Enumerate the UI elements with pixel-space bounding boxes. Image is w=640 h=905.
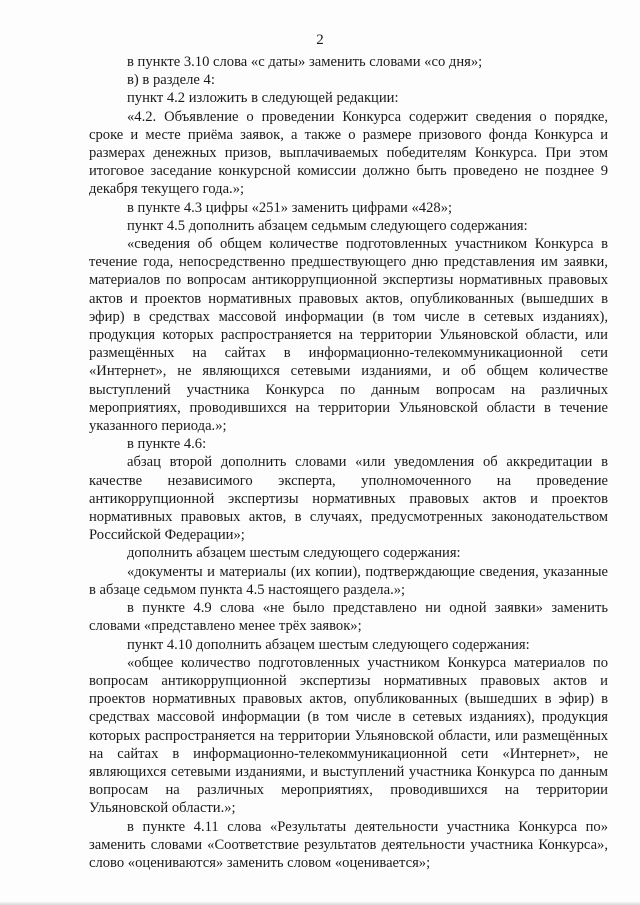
paragraph: дополнить абзацем шестым следующего содержания: [127,545,461,562]
paragraph: «сведения об общем количестве подготовленных участником Конкурса в течение года, непосредственно предшествующего дню представления им заявки, материалов по вопросам антикоррупционной экспертизы нормативных правовых актов и проектов нормативных правовых актов, опубликованных (вышедших в эфир) в средствах массовой информации (в том числе в сетевых изданиях), продукция которых распространяется на территории Ульяновской области, или размещённых на сайтах в информационно-телекоммуникационной сети «Интернет», не являющихся сетевыми изданиями, и об общем количестве выступлений участника Конкурса по данным вопросам на различных мероприятиях, проводившихся на территории Ульяновской области в течение указанного периода.»; [89,236,608,435]
paragraph: пункт 4.5 дополнить абзацем седьмым следующего содержания: [127,217,528,234]
paragraph: «общее количество подготовленных участником Конкурса материалов по вопросам антикоррупционной экспертизы нормативных правовых актов и проектов нормативных правовых актов, опубликованных (вышедших в эфир) в средствах массовой информации (в том числе в сетевых изданиях), продукция которых распространяется на территории Ульяновской области, или размещённых на сайтах в информационно-телекоммуникационной сети «Интернет», не являющихся сетевыми изданиями, и выступлений участника Конкурса по данным вопросам на различных мероприятиях, проводившихся на территории Ульяновской области.»; [89,654,608,817]
paragraph: в пункте 4.11 слова «Результаты деятельности участника Конкурса по» заменить словами «Соответствие результатов деятельности участника Конкурса», слово «оцениваются» заменить словом «оценивается»; [89,818,608,871]
document-body [89,53,608,872]
paragraph: пункт 4.2 изложить в следующей редакции: [127,90,399,107]
paragraph: в пункте 4.6: [127,436,207,453]
paragraph: «4.2. Объявление о проведении Конкурса содержит сведения о порядке, сроке и месте приёма заявок, а также о размере призового фонда Конкурса и размерах денежных призов, выплачиваемых победителям Конкурса. При этом итоговое заседание конкурсной комиссии должно быть проведено не позднее 9 декабря текущего года.»; [89,108,608,198]
paragraph: пункт 4.10 дополнить абзацем шестым следующего содержания: [127,636,530,653]
paragraph: в пункте 4.3 цифры «251» заменить цифрами «428»; [127,199,453,216]
paragraph: в) в разделе 4: [127,72,215,89]
paragraph: в пункте 4.9 слова «не было представлено ни одной заявки» заменить словами «представлено менее трёх заявок»; [89,600,608,635]
paragraph: в пункте 3.10 слова «с даты» заменить словами «со дня»; [127,54,483,70]
paragraph: абзац второй дополнить словами «или уведомления об аккредитации в качестве независимого эксперта, уполномоченного на проведение антикоррупционной экспертизы нормативных правовых актов и проектов нормативных правовых актов, в случаях, предусмотренных законодательством Российской Федерации»; [89,454,608,544]
paragraph: «документы и материалы (их копии), подтверждающие сведения, указанные в абзаце седьмом пункта 4.5 настоящего раздела.»; [89,563,608,598]
page-number: 2 [316,32,324,48]
